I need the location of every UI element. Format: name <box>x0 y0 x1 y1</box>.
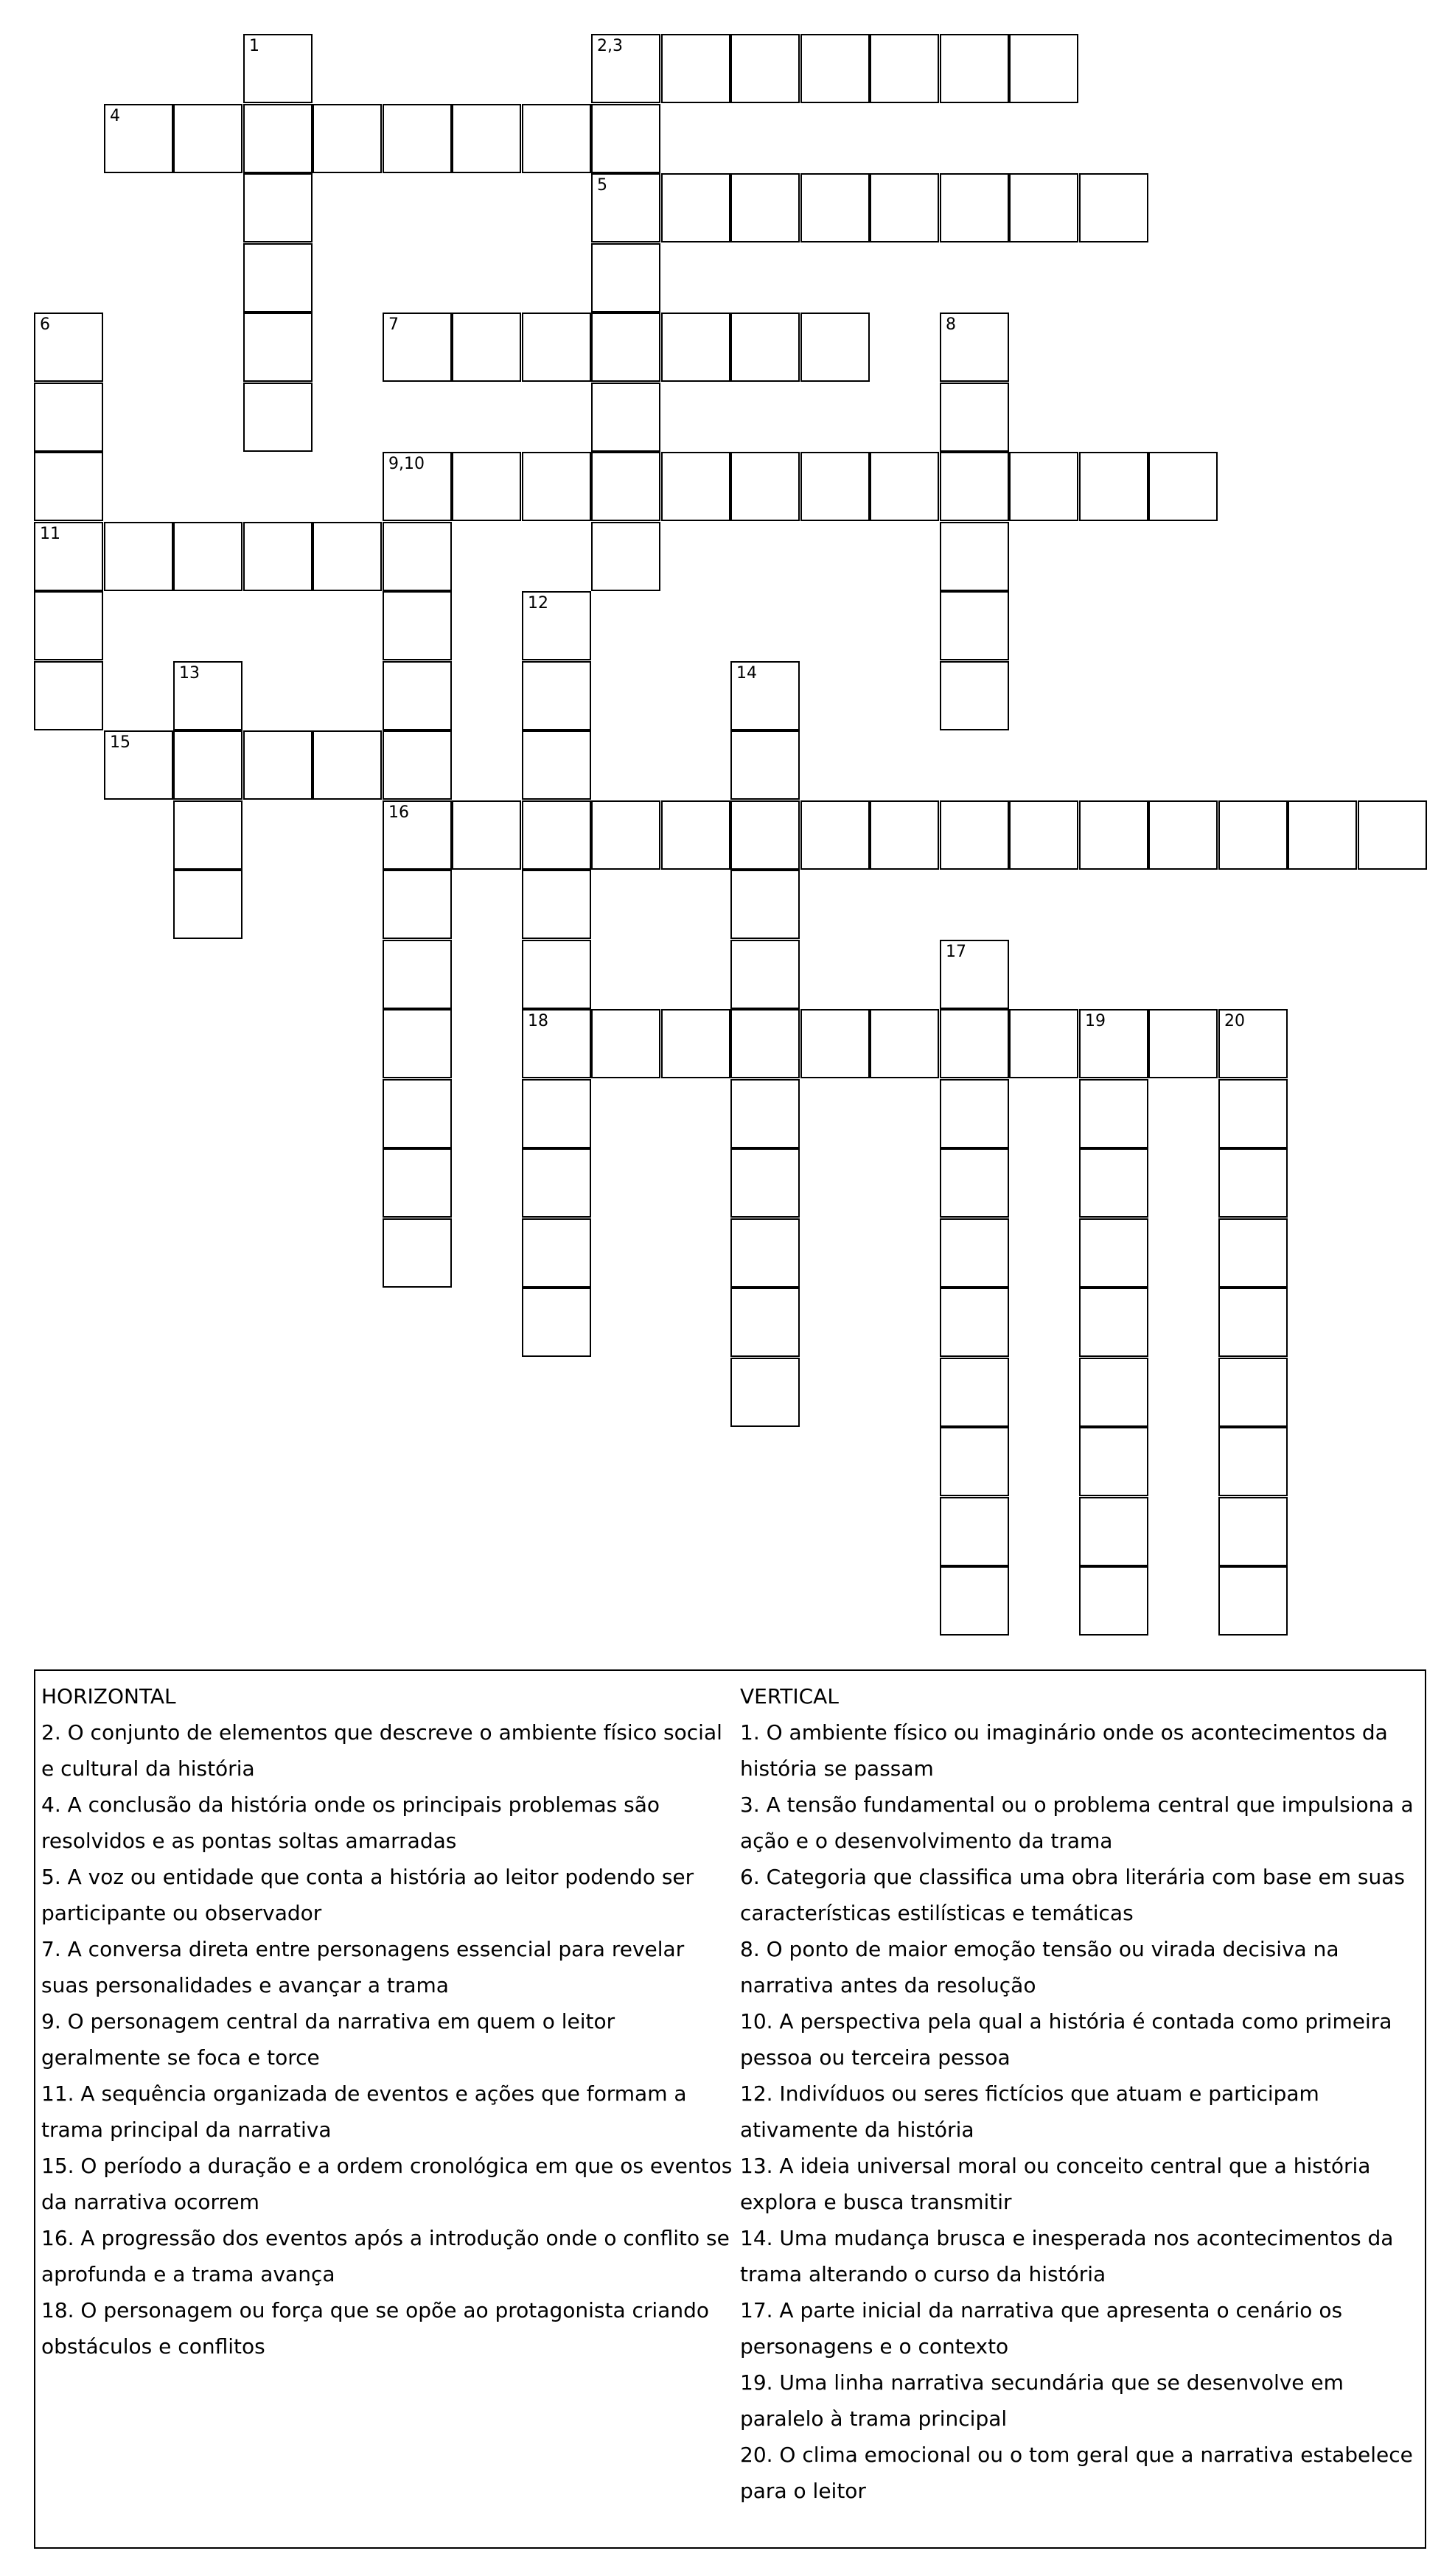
grid-cell-r2-c13[interactable] <box>940 173 1009 242</box>
down-clue-12: 12. Indivíduos ou seres fictícios que atuam e participam ativamente da história <box>740 2081 1319 2142</box>
grid-cell-r19-c15[interactable] <box>1079 1358 1148 1427</box>
grid-cell-r4-c8[interactable] <box>591 313 660 382</box>
clue-number-label: 6 <box>40 315 50 334</box>
grid-cell-r11-c16[interactable] <box>1148 800 1218 870</box>
grid-cell-r15-c10[interactable] <box>730 1079 800 1148</box>
grid-cell-r21-c13[interactable] <box>940 1497 1009 1566</box>
grid-cell-r12-c10[interactable] <box>730 870 800 939</box>
grid-cell-r0-c3[interactable] <box>243 34 313 103</box>
grid-cell-r16-c7[interactable] <box>522 1148 591 1218</box>
grid-cell-r14-c15[interactable] <box>1079 1009 1148 1078</box>
grid-cell-r7-c5[interactable] <box>383 522 452 591</box>
grid-cell-r17-c17[interactable] <box>1218 1218 1288 1288</box>
grid-cell-r6-c5[interactable] <box>383 452 452 521</box>
down-clue-1: 1. O ambiente físico ou imaginário onde os acontecimentos da história se passam <box>740 1720 1388 1781</box>
grid-cell-r14-c17[interactable] <box>1218 1009 1288 1078</box>
grid-cell-r16-c13[interactable] <box>940 1148 1009 1218</box>
across-clue-11: 11. A sequência organizada de eventos e ações que formam a trama principal da narrativa <box>41 2081 687 2142</box>
clue-number-label: 14 <box>736 664 757 683</box>
across-clue-15: 15. O período a duração e a ordem cronológica em que os eventos da narrativa ocorrem <box>41 2154 733 2214</box>
grid-cell-r7-c1[interactable] <box>104 522 173 591</box>
grid-cell-r13-c7[interactable] <box>522 940 591 1009</box>
grid-cell-r14-c13[interactable] <box>940 1009 1009 1078</box>
grid-cell-r1-c5[interactable] <box>383 104 452 173</box>
across-clue-5: 5. A voz ou entidade que conta a história ao leitor podendo ser participante ou observador <box>41 1865 694 1925</box>
grid-cell-r4-c7[interactable] <box>522 313 591 382</box>
grid-cell-r6-c7[interactable] <box>522 452 591 521</box>
grid-cell-r8-c5[interactable] <box>383 591 452 660</box>
grid-cell-r4-c9[interactable] <box>661 313 730 382</box>
grid-cell-r2-c14[interactable] <box>1009 173 1078 242</box>
grid-cell-r4-c10[interactable] <box>730 313 800 382</box>
grid-cell-r21-c17[interactable] <box>1218 1497 1288 1566</box>
grid-cell-r14-c5[interactable] <box>383 1009 452 1078</box>
grid-cell-r2-c10[interactable] <box>730 173 800 242</box>
grid-cell-r6-c10[interactable] <box>730 452 800 521</box>
grid-cell-r20-c13[interactable] <box>940 1427 1009 1496</box>
grid-cell-r11-c17[interactable] <box>1218 800 1288 870</box>
grid-cell-r17-c15[interactable] <box>1079 1218 1148 1288</box>
grid-cell-r7-c4[interactable] <box>313 522 382 591</box>
grid-cell-r0-c13[interactable] <box>940 34 1009 103</box>
grid-cell-r19-c13[interactable] <box>940 1358 1009 1427</box>
grid-cell-r13-c13[interactable] <box>940 940 1009 1009</box>
grid-cell-r2-c12[interactable] <box>870 173 939 242</box>
grid-cell-r11-c19[interactable] <box>1358 800 1427 870</box>
grid-cell-r14-c11[interactable] <box>800 1009 870 1078</box>
grid-cell-r15-c15[interactable] <box>1079 1079 1148 1148</box>
grid-cell-r1-c8[interactable] <box>591 104 660 173</box>
down-clue-13: 13. A ideia universal moral ou conceito central que a história explora e busca transmitir <box>740 2154 1371 2214</box>
grid-cell-r6-c6[interactable] <box>452 452 521 521</box>
grid-cell-r5-c13[interactable] <box>940 383 1009 452</box>
grid-cell-r18-c13[interactable] <box>940 1288 1009 1357</box>
across-clue-18: 18. O personagem ou força que se opõe ao protagonista criando obstáculos e conflitos <box>41 2298 709 2359</box>
grid-cell-r7-c2[interactable] <box>173 522 242 591</box>
grid-cell-r12-c5[interactable] <box>383 870 452 939</box>
grid-cell-r4-c3[interactable] <box>243 313 313 382</box>
grid-cell-r16-c5[interactable] <box>383 1148 452 1218</box>
grid-cell-r9-c7[interactable] <box>522 661 591 730</box>
grid-cell-r13-c5[interactable] <box>383 940 452 1009</box>
across-clue-16: 16. A progressão dos eventos após a introdução onde o conflito se aprofunda e a trama avança <box>41 2226 730 2286</box>
grid-cell-r4-c11[interactable] <box>800 313 870 382</box>
clue-number-label: 2,3 <box>597 37 623 55</box>
grid-cell-r1-c6[interactable] <box>452 104 521 173</box>
grid-cell-r0-c8[interactable] <box>591 34 660 103</box>
grid-cell-r3-c3[interactable] <box>243 243 313 313</box>
grid-cell-r15-c7[interactable] <box>522 1079 591 1148</box>
grid-cell-r11-c7[interactable] <box>522 800 591 870</box>
grid-cell-r11-c2[interactable] <box>173 800 242 870</box>
clue-number-label: 15 <box>110 733 130 752</box>
grid-cell-r7-c3[interactable] <box>243 522 313 591</box>
grid-cell-r10-c5[interactable] <box>383 730 452 800</box>
grid-cell-r16-c17[interactable] <box>1218 1148 1288 1218</box>
down-clue-10: 10. A perspectiva pela qual a história é contada como primeira pessoa ou terceira pessoa <box>740 2009 1392 2070</box>
across-clues-column <box>41 1678 734 2364</box>
grid-cell-r7-c0[interactable] <box>34 522 103 591</box>
clue-number-label: 1 <box>249 37 259 55</box>
grid-cell-r0-c10[interactable] <box>730 34 800 103</box>
grid-cell-r8-c13[interactable] <box>940 591 1009 660</box>
across-clue-9: 9. O personagem central da narrativa em quem o leitor geralmente se foca e torce <box>41 2009 615 2070</box>
grid-cell-r0-c9[interactable] <box>661 34 730 103</box>
grid-cell-r6-c14[interactable] <box>1009 452 1078 521</box>
across-clue-4: 4. A conclusão da história onde os principais problemas são resolvidos e as pontas soltas amarradas <box>41 1793 660 1853</box>
clue-number-label: 16 <box>388 803 409 822</box>
grid-cell-r8-c0[interactable] <box>34 591 103 660</box>
clue-number-label: 7 <box>388 315 399 334</box>
clue-number-label: 8 <box>946 315 956 334</box>
grid-cell-r11-c12[interactable] <box>870 800 939 870</box>
across-heading: HORIZONTAL <box>41 1684 176 1708</box>
grid-cell-r9-c13[interactable] <box>940 661 1009 730</box>
clue-number-label: 17 <box>946 943 966 961</box>
grid-cell-r12-c2[interactable] <box>173 870 242 939</box>
down-clue-19: 19. Uma linha narrativa secundária que se desenvolve em paralelo à trama principal <box>740 2370 1344 2431</box>
grid-cell-r9-c5[interactable] <box>383 661 452 730</box>
grid-cell-r11-c6[interactable] <box>452 800 521 870</box>
down-heading: VERTICAL <box>740 1684 839 1708</box>
down-clue-3: 3. A tensão fundamental ou o problema central que impulsiona a ação e o desenvolvimento da trama <box>740 1793 1414 1853</box>
grid-cell-r4-c13[interactable] <box>940 313 1009 382</box>
grid-cell-r13-c10[interactable] <box>730 940 800 1009</box>
down-clue-20: 20. O clima emocional ou o tom geral que a narrativa estabelece para o leitor <box>740 2443 1413 2503</box>
grid-cell-r5-c8[interactable] <box>591 383 660 452</box>
grid-cell-r18-c15[interactable] <box>1079 1288 1148 1357</box>
grid-cell-r12-c7[interactable] <box>522 870 591 939</box>
grid-cell-r20-c15[interactable] <box>1079 1427 1148 1496</box>
grid-cell-r6-c13[interactable] <box>940 452 1009 521</box>
grid-cell-r6-c16[interactable] <box>1148 452 1218 521</box>
across-clue-2: 2. O conjunto de elementos que descreve o ambiente físico social e cultural da história <box>41 1720 722 1781</box>
grid-cell-r8-c7[interactable] <box>522 591 591 660</box>
grid-cell-r22-c15[interactable] <box>1079 1566 1148 1636</box>
down-clue-17: 17. A parte inicial da narrativa que apresenta o cenário os personagens e o contexto <box>740 2298 1343 2359</box>
grid-cell-r11-c11[interactable] <box>800 800 870 870</box>
grid-cell-r17-c13[interactable] <box>940 1218 1009 1288</box>
grid-cell-r2-c3[interactable] <box>243 173 313 242</box>
grid-cell-r1-c7[interactable] <box>522 104 591 173</box>
clue-number-label: 4 <box>110 107 120 125</box>
grid-cell-r15-c5[interactable] <box>383 1079 452 1148</box>
grid-cell-r22-c17[interactable] <box>1218 1566 1288 1636</box>
grid-cell-r1-c1[interactable] <box>104 104 173 173</box>
grid-cell-r14-c7[interactable] <box>522 1009 591 1078</box>
grid-cell-r9-c2[interactable] <box>173 661 242 730</box>
clue-number-label: 13 <box>179 664 200 683</box>
grid-cell-r16-c15[interactable] <box>1079 1148 1148 1218</box>
grid-cell-r2-c9[interactable] <box>661 173 730 242</box>
grid-cell-r11-c8[interactable] <box>591 800 660 870</box>
grid-cell-r7-c8[interactable] <box>591 522 660 591</box>
grid-cell-r10-c3[interactable] <box>243 730 313 800</box>
grid-cell-r22-c13[interactable] <box>940 1566 1009 1636</box>
grid-cell-r5-c3[interactable] <box>243 383 313 452</box>
grid-cell-r14-c12[interactable] <box>870 1009 939 1078</box>
grid-cell-r1-c4[interactable] <box>313 104 382 173</box>
clue-number-label: 18 <box>528 1012 548 1030</box>
grid-cell-r15-c17[interactable] <box>1218 1079 1288 1148</box>
grid-cell-r17-c5[interactable] <box>383 1218 452 1288</box>
down-clue-6: 6. Categoria que classifica uma obra literária com base em suas características estilísticas e temáticas <box>740 1865 1405 1925</box>
grid-cell-r6-c8[interactable] <box>591 452 660 521</box>
grid-cell-r21-c15[interactable] <box>1079 1497 1148 1566</box>
clues-panel <box>34 1669 1426 2549</box>
grid-cell-r6-c11[interactable] <box>800 452 870 521</box>
grid-cell-r7-c13[interactable] <box>940 522 1009 591</box>
clue-number-label: 20 <box>1224 1012 1245 1030</box>
clue-number-label: 5 <box>597 176 607 195</box>
grid-cell-r11-c9[interactable] <box>661 800 730 870</box>
grid-cell-r3-c8[interactable] <box>591 243 660 313</box>
grid-cell-r14-c10[interactable] <box>730 1009 800 1078</box>
grid-cell-r4-c0[interactable] <box>34 313 103 382</box>
clue-number-label: 9,10 <box>388 455 425 473</box>
grid-cell-r0-c14[interactable] <box>1009 34 1078 103</box>
grid-cell-r11-c10[interactable] <box>730 800 800 870</box>
grid-cell-r2-c15[interactable] <box>1079 173 1148 242</box>
grid-cell-r19-c10[interactable] <box>730 1358 800 1427</box>
grid-cell-r10-c7[interactable] <box>522 730 591 800</box>
grid-cell-r10-c10[interactable] <box>730 730 800 800</box>
grid-cell-r1-c3[interactable] <box>243 104 313 173</box>
grid-cell-r19-c17[interactable] <box>1218 1358 1288 1427</box>
grid-cell-r11-c15[interactable] <box>1079 800 1148 870</box>
grid-cell-r11-c13[interactable] <box>940 800 1009 870</box>
grid-cell-r18-c17[interactable] <box>1218 1288 1288 1357</box>
grid-cell-r4-c6[interactable] <box>452 313 521 382</box>
grid-cell-r14-c9[interactable] <box>661 1009 730 1078</box>
grid-cell-r9-c10[interactable] <box>730 661 800 730</box>
grid-cell-r16-c10[interactable] <box>730 1148 800 1218</box>
grid-cell-r0-c12[interactable] <box>870 34 939 103</box>
grid-cell-r11-c18[interactable] <box>1288 800 1357 870</box>
grid-cell-r11-c5[interactable] <box>383 800 452 870</box>
grid-cell-r5-c0[interactable] <box>34 383 103 452</box>
grid-cell-r10-c4[interactable] <box>313 730 382 800</box>
grid-cell-r6-c0[interactable] <box>34 452 103 521</box>
grid-cell-r14-c16[interactable] <box>1148 1009 1218 1078</box>
grid-cell-r17-c10[interactable] <box>730 1218 800 1288</box>
grid-cell-r9-c0[interactable] <box>34 661 103 730</box>
down-clues-column <box>740 1678 1422 2509</box>
across-clue-7: 7. A conversa direta entre personagens essencial para revelar suas personalidades e avançar a trama <box>41 1937 685 1997</box>
grid-cell-r1-c2[interactable] <box>173 104 242 173</box>
grid-cell-r0-c11[interactable] <box>800 34 870 103</box>
clue-number-label: 11 <box>40 525 60 543</box>
down-clue-14: 14. Uma mudança brusca e inesperada nos acontecimentos da trama alterando o curso da história <box>740 2226 1394 2286</box>
clue-number-label: 12 <box>528 594 548 612</box>
grid-cell-r2-c8[interactable] <box>591 173 660 242</box>
grid-cell-r4-c5[interactable] <box>383 313 452 382</box>
grid-cell-r17-c7[interactable] <box>522 1218 591 1288</box>
clue-number-label: 19 <box>1085 1012 1106 1030</box>
grid-cell-r6-c12[interactable] <box>870 452 939 521</box>
grid-cell-r10-c2[interactable] <box>173 730 242 800</box>
grid-cell-r14-c8[interactable] <box>591 1009 660 1078</box>
grid-cell-r18-c7[interactable] <box>522 1288 591 1357</box>
grid-cell-r20-c17[interactable] <box>1218 1427 1288 1496</box>
grid-cell-r15-c13[interactable] <box>940 1079 1009 1148</box>
grid-cell-r10-c1[interactable] <box>104 730 173 800</box>
grid-cell-r18-c10[interactable] <box>730 1288 800 1357</box>
grid-cell-r11-c14[interactable] <box>1009 800 1078 870</box>
down-clue-8: 8. O ponto de maior emoção tensão ou virada decisiva na narrativa antes da resolução <box>740 1937 1339 1997</box>
grid-cell-r2-c11[interactable] <box>800 173 870 242</box>
grid-cell-r6-c9[interactable] <box>661 452 730 521</box>
grid-cell-r6-c15[interactable] <box>1079 452 1148 521</box>
grid-cell-r14-c14[interactable] <box>1009 1009 1078 1078</box>
